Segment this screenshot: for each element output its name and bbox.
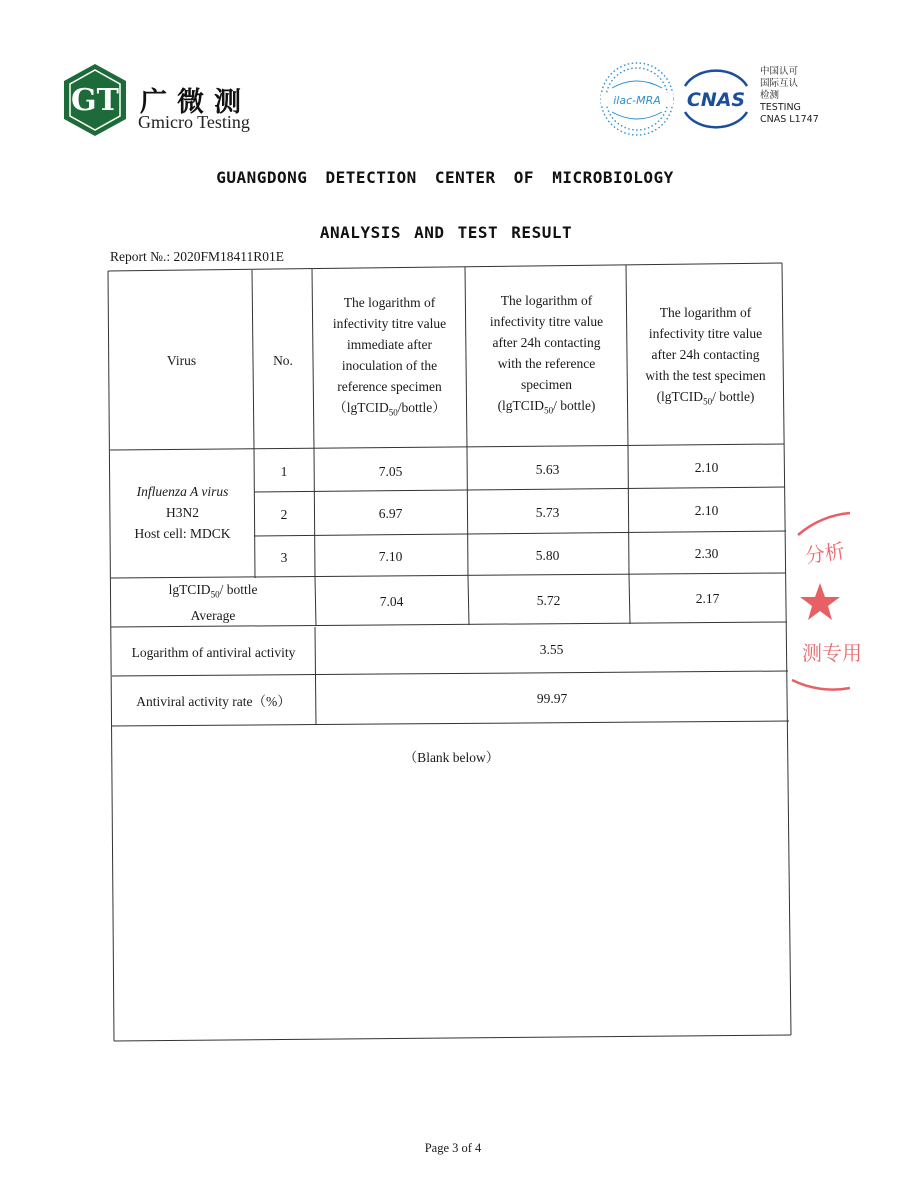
report-number: Report №.: 2020FM18411R01E <box>110 249 285 264</box>
header-no: No. <box>273 352 293 368</box>
average-immediate: 7.04 <box>379 594 404 609</box>
header-virus: Virus <box>166 352 197 368</box>
stamp-bottom-text: 测专用 <box>802 641 862 665</box>
result-title: ANALYSIS AND TEST RESULT <box>319 223 573 242</box>
logo-letters: GT <box>71 83 119 118</box>
average-24h-test: 2.17 <box>695 591 720 606</box>
cnas-line: 检测 <box>760 90 780 101</box>
cnas-line: 国际互认 <box>760 78 799 89</box>
header-24h-test-titre: The logarithm of infectivity titre value after 24h contacting with the test specimen (lgTCID$_{50}$/ bottle) <box>645 305 766 407</box>
official-seal-stamp <box>770 505 862 695</box>
row-value-immediate: 7.05 <box>378 463 403 479</box>
header-24h-reference-titre: The logarithm of infectivity titre value after 24h contacting with the reference specimen (lgTCID$_{50}$/ bottle) <box>489 292 604 416</box>
brand-chinese-name: 广微测 <box>140 87 251 118</box>
virus-description <box>111 462 254 562</box>
activity-rate-value: 99.97 <box>536 690 568 706</box>
average-24h-reference: 5.72 <box>536 593 561 608</box>
row-value-immediate: 6.97 <box>378 506 403 521</box>
row-no: 3 <box>280 549 288 565</box>
row-no: 2 <box>280 507 288 522</box>
center-title: GUANGDONG DETECTION CENTER OF MICROBIOLOGY <box>216 168 674 187</box>
cnas-label: CNAS <box>686 89 746 111</box>
log-antiviral-label: Logarithm of antiviral activity <box>131 644 296 660</box>
row-value-24h-reference: 5.73 <box>535 505 560 520</box>
row-value-24h-test: 2.30 <box>694 545 719 561</box>
stamp-top-text: 分析 <box>803 538 847 568</box>
row-value-immediate: 7.10 <box>378 548 403 564</box>
log-antiviral-value: 3.55 <box>539 641 564 657</box>
row-value-24h-reference: 5.80 <box>535 547 560 563</box>
row-no: 1 <box>280 463 288 479</box>
average-label: lgTCID$_{50}$/ bottle Average <box>168 581 258 624</box>
brand-english-name: Gmicro Testing <box>138 112 250 132</box>
ilac-label: ilac-MRA <box>613 94 661 107</box>
host-cell: Host cell: MDCK <box>134 525 231 541</box>
virus-strain: H3N2 <box>166 504 199 520</box>
row-value-24h-test: 2.10 <box>694 502 719 518</box>
page-number: Page 3 of 4 <box>424 1141 482 1155</box>
activity-rate-label: Antiviral activity rate（%） <box>136 693 291 709</box>
row-value-24h-test: 2.10 <box>694 459 719 475</box>
cnas-line: TESTING <box>760 102 801 113</box>
cnas-line: 中国认可 <box>760 66 799 77</box>
virus-name: Influenza A virus <box>136 483 229 499</box>
row-value-24h-reference: 5.63 <box>535 461 560 477</box>
header-immediate-titre: The logarithm of infectivity titre value immediate after inoculation of the reference specimen （lgTCID$_{50}$/bottle） <box>332 294 447 418</box>
cnas-line: CNAS L1747 <box>760 114 819 125</box>
blank-below-note: （Blank below） <box>403 749 500 765</box>
